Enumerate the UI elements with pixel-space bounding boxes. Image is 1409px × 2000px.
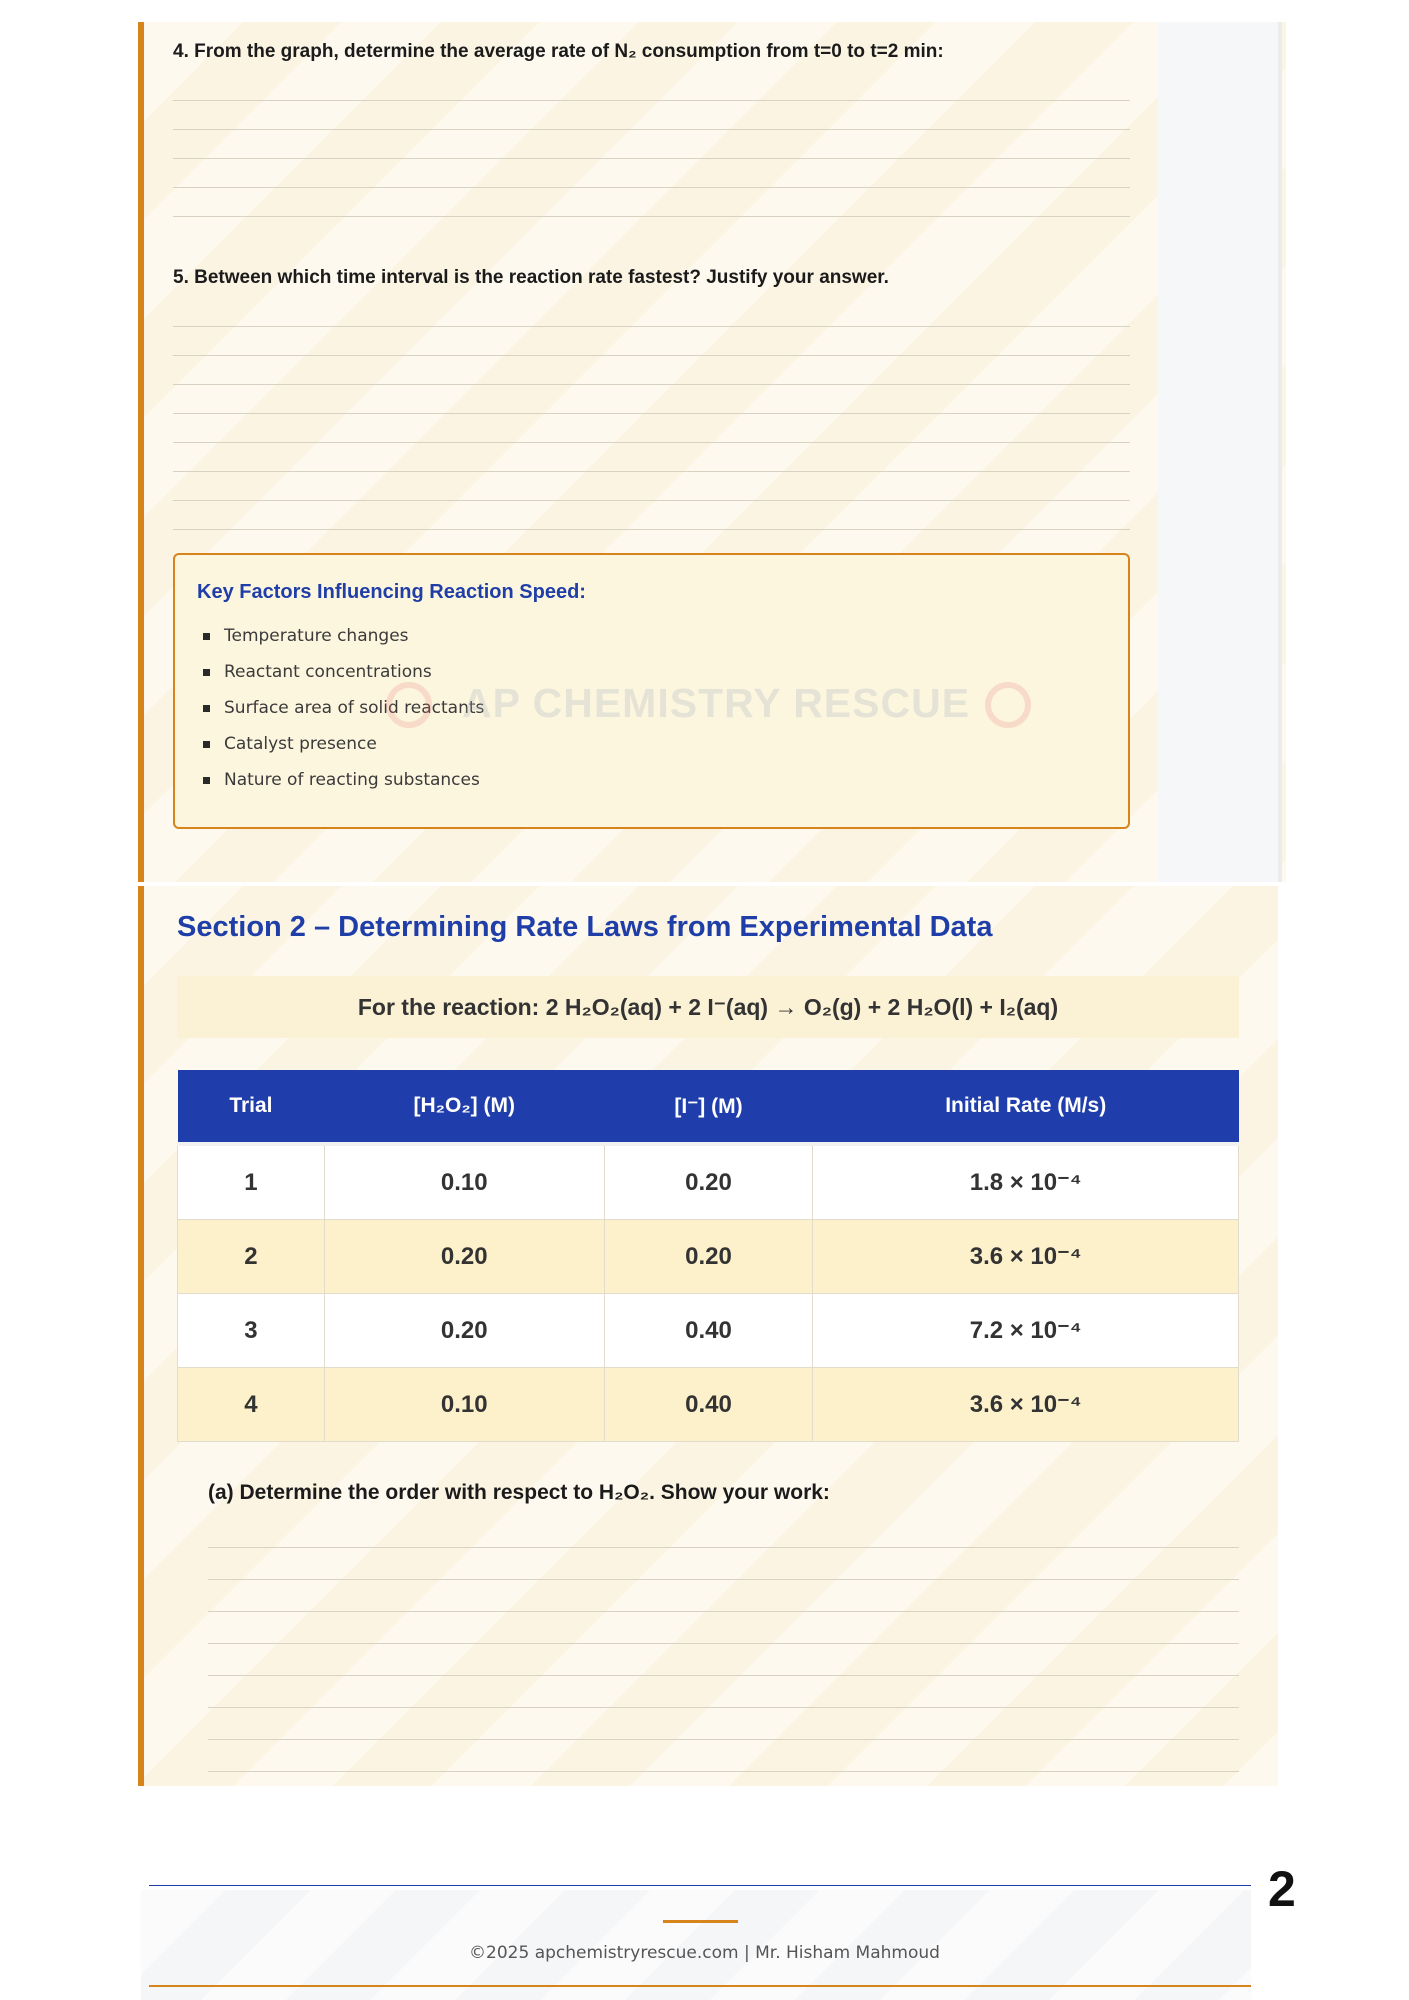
table-cell: 1	[178, 1144, 325, 1220]
table-cell: 0.20	[324, 1294, 604, 1368]
table-cell: 1.8 × 10⁻⁴	[813, 1144, 1239, 1220]
bullet-icon	[203, 777, 210, 784]
table-cell: 0.10	[324, 1368, 604, 1442]
key-factors-list	[197, 625, 484, 805]
table-row	[178, 1220, 1239, 1294]
answer-lines-a[interactable]	[208, 1516, 1239, 1772]
list-item: Surface area of solid reactants	[197, 697, 484, 733]
table-header: Initial Rate (M/s)	[813, 1070, 1239, 1144]
table-cell: 4	[178, 1368, 325, 1442]
list-item: Nature of reacting substances	[197, 769, 484, 805]
footer-accent	[663, 1920, 738, 1923]
bullet-icon	[203, 705, 210, 712]
bullet-icon	[203, 741, 210, 748]
answer-lines-q5[interactable]	[173, 298, 1130, 530]
table-row	[178, 1368, 1239, 1442]
page-number: 2	[1268, 1861, 1296, 1917]
table-header: [I⁻] (M)	[604, 1070, 813, 1144]
table-cell: 0.20	[604, 1220, 813, 1294]
list-item: Reactant concentrations	[197, 661, 484, 697]
table-header: Trial	[178, 1070, 325, 1144]
reaction-equation: For the reaction: 2 H₂O₂(aq) + 2 I⁻(aq) → O₂(g) + 2 H₂O(l) + I₂(aq)	[177, 976, 1239, 1038]
table-cell: 0.40	[604, 1368, 813, 1442]
answer-lines-q4[interactable]	[173, 72, 1130, 217]
table-cell: 0.20	[604, 1144, 813, 1220]
table-cell: 7.2 × 10⁻⁴	[813, 1294, 1239, 1368]
table-cell: 0.40	[604, 1294, 813, 1368]
footer-copyright: ©2025 apchemistryrescue.com | Mr. Hisham Mahmoud	[469, 1943, 940, 1963]
table-cell: 3.6 × 10⁻⁴	[813, 1368, 1239, 1442]
list-item: Temperature changes	[197, 625, 484, 661]
table-header: [H₂O₂] (M)	[324, 1070, 604, 1144]
table-cell: 3.6 × 10⁻⁴	[813, 1220, 1239, 1294]
section-title: Section 2 – Determining Rate Laws from Experimental Data	[177, 911, 993, 943]
rate-data-table	[177, 1070, 1239, 1442]
bullet-icon	[203, 669, 210, 676]
lifebuoy-icon	[985, 682, 1031, 728]
list-item: Catalyst presence	[197, 733, 484, 769]
bullet-icon	[203, 633, 210, 640]
table-header-row	[178, 1070, 1239, 1144]
watermark: AP CHEMISTRY RESCUE	[462, 680, 971, 726]
question-a: (a) Determine the order with respect to H₂O₂. Show your work:	[208, 1481, 830, 1504]
footer-bottom-rule	[149, 1985, 1251, 1987]
panel-edge	[1158, 22, 1282, 882]
table-row	[178, 1144, 1239, 1220]
lifebuoy-icon	[386, 682, 432, 728]
table-row	[178, 1294, 1239, 1368]
table-cell: 2	[178, 1220, 325, 1294]
table-cell: 3	[178, 1294, 325, 1368]
question-5: 5. Between which time interval is the reaction rate fastest? Justify your answer.	[173, 267, 889, 288]
table-cell: 0.10	[324, 1144, 604, 1220]
key-factors-title: Key Factors Influencing Reaction Speed:	[197, 581, 586, 603]
table-cell: 0.20	[324, 1220, 604, 1294]
question-4: 4. From the graph, determine the average rate of N₂ consumption from t=0 to t=2 min:	[173, 41, 944, 62]
